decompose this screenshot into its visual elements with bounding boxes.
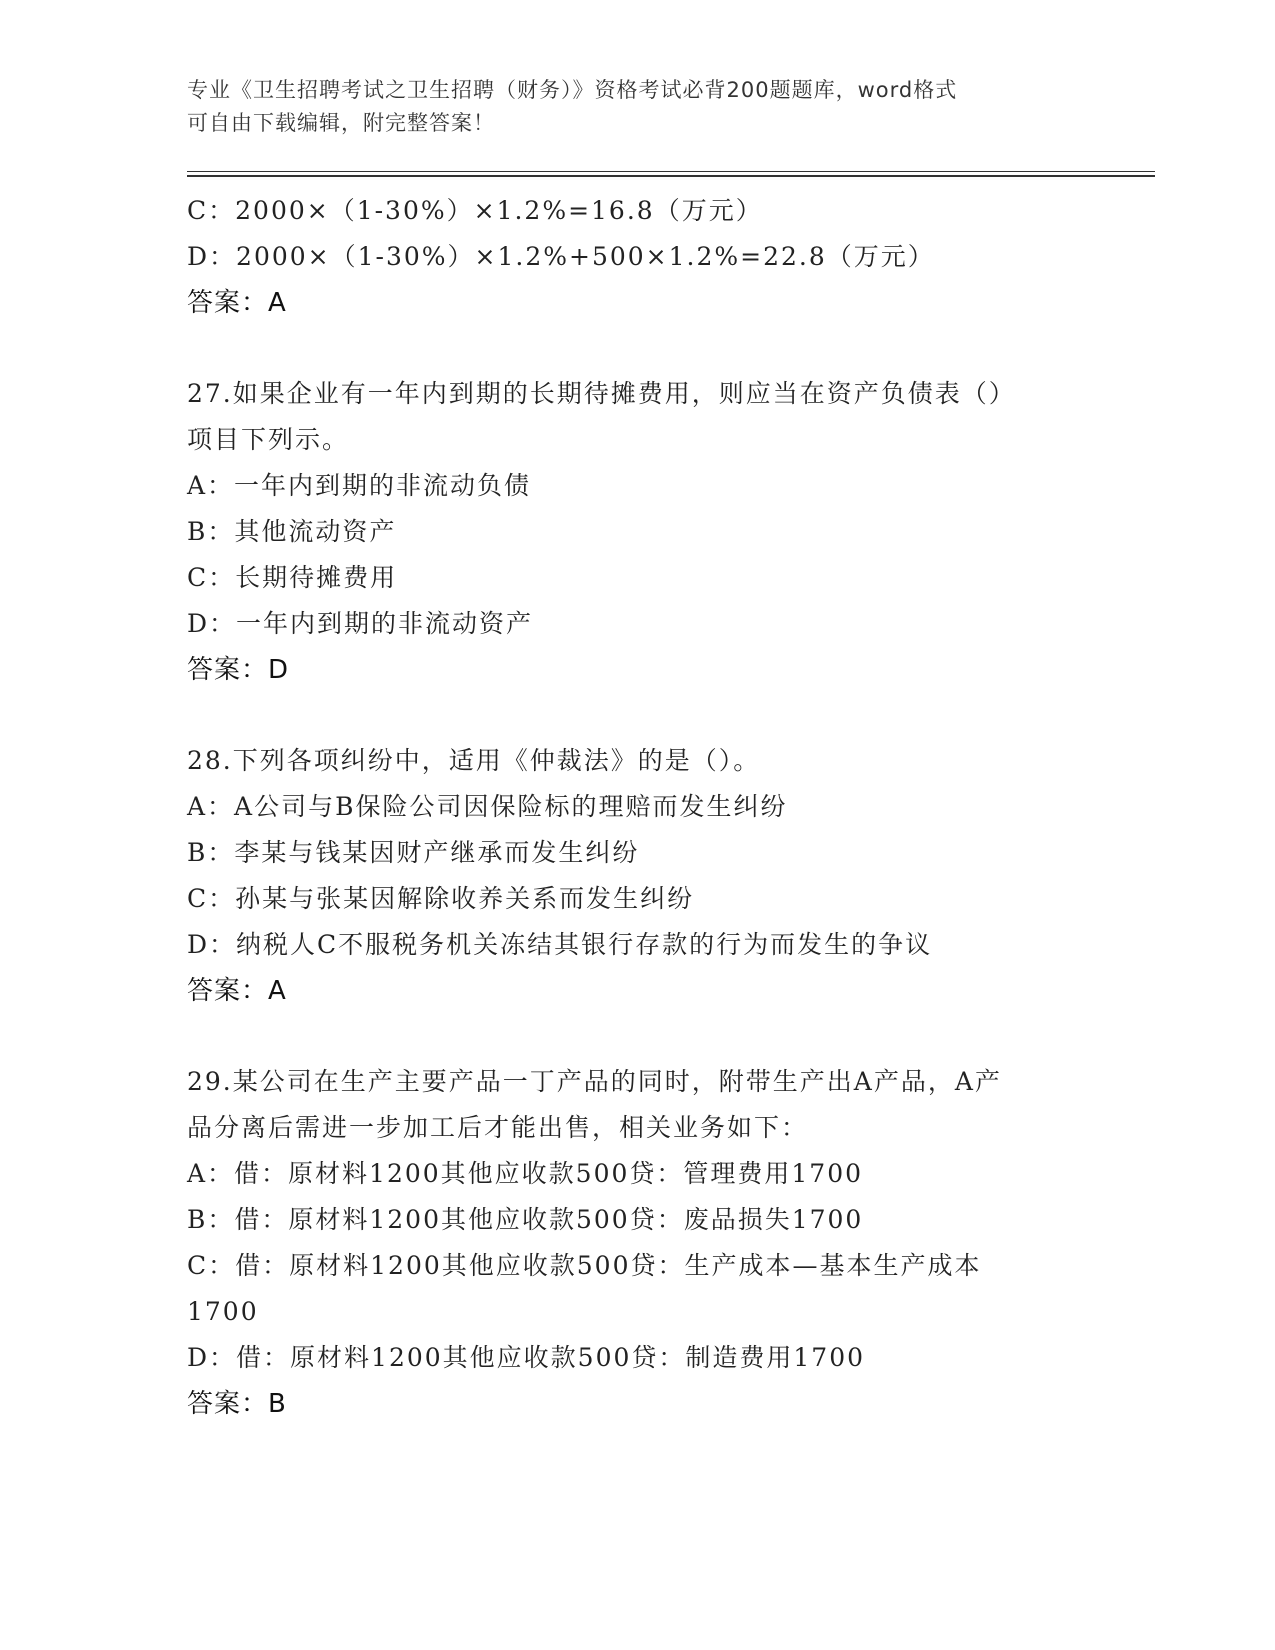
option-d: D：借：原材料1200其他应收款500贷：制造费用1700 <box>187 1343 866 1372</box>
question-stem: 27.如果企业有一年内到期的长期待摊费用，则应当在资产负债表（） <box>187 379 1016 408</box>
header-line-1: 专业《卫生招聘考试之卫生招聘（财务）》资格考试必背200题题库，word格式 <box>187 78 958 102</box>
option-b: B：李某与钱某因财产继承而发生纠纷 <box>187 838 640 867</box>
question-stem-cont: 品分离后需进一步加工后才能出售，相关业务如下： <box>187 1113 809 1142</box>
option-a: A：A公司与B保险公司因保险标的理赔而发生纠纷 <box>187 792 788 821</box>
option-c: C：借：原材料1200其他应收款500贷：生产成本—基本生产成本 <box>187 1251 982 1280</box>
header-rule-thin <box>187 171 1155 172</box>
option-a: A：一年内到期的非流动负债 <box>187 471 532 500</box>
question-27 <box>187 371 1087 693</box>
option-a: A：借：原材料1200其他应收款500贷：管理费用1700 <box>187 1159 864 1188</box>
option-c: C：2000×（1-30%）×1.2%=16.8（万元） <box>187 196 763 225</box>
option-b: B：借：原材料1200其他应收款500贷：废品损失1700 <box>187 1205 864 1234</box>
header-rule-thick <box>187 175 1155 177</box>
document-header <box>187 74 1067 140</box>
option-c-cont: 1700 <box>187 1297 259 1326</box>
prev-question-tail <box>187 188 1087 326</box>
option-b: B：其他流动资产 <box>187 517 397 546</box>
option-d: D：纳税人C不服税务机关冻结其银行存款的行为而发生的争议 <box>187 930 933 959</box>
answer-line: 答案：D <box>187 655 290 685</box>
question-stem: 28.下列各项纠纷中，适用《仲裁法》的是（）。 <box>187 746 761 775</box>
document-body <box>187 188 1087 1427</box>
option-c: C：孙某与张某因解除收养关系而发生纠纷 <box>187 884 695 913</box>
answer-line: 答案：A <box>187 976 287 1006</box>
option-c: C：长期待摊费用 <box>187 563 398 592</box>
answer-line: 答案：B <box>187 1389 287 1419</box>
option-d: D：一年内到期的非流动资产 <box>187 609 534 638</box>
header-line-2: 可自由下载编辑，附完整答案！ <box>187 111 495 135</box>
answer-line: 答案：A <box>187 288 287 318</box>
question-28 <box>187 738 1087 1014</box>
question-stem: 29.某公司在生产主要产品一丁产品的同时，附带生产出A产品，A产 <box>187 1067 1002 1096</box>
question-29 <box>187 1059 1087 1427</box>
question-stem-cont: 项目下列示。 <box>187 425 350 454</box>
option-d: D：2000×（1-30%）×1.2%+500×1.2%=22.8（万元） <box>187 242 935 271</box>
